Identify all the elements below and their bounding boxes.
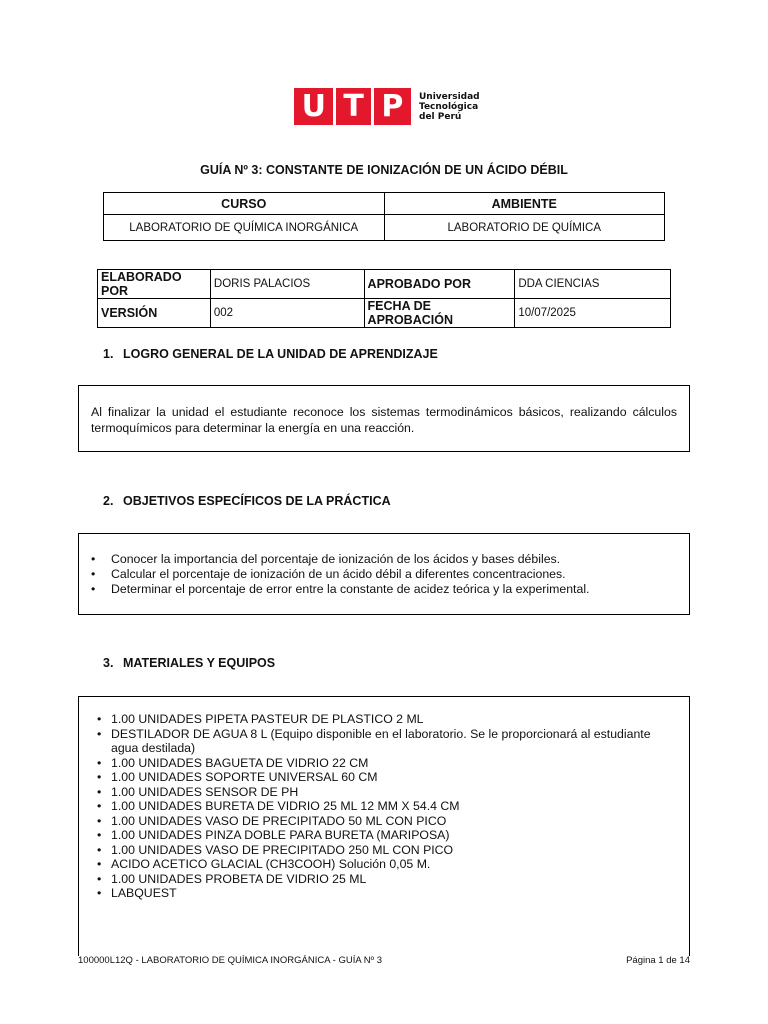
document-title: GUÍA Nº 3: CONSTANTE DE IONIZACIÓN DE UN ÁCIDO DÉBIL [200,163,568,177]
list-item: • Calcular el porcentaje de ionización de un ácido débil a diferentes concentraciones. [89,567,677,582]
materiales-box [78,696,690,956]
fecha-value: 10/07/2025 [515,299,671,328]
list-item: • 1.00 UNIDADES PROBETA DE VIDRIO 25 ML [93,872,677,887]
list-item: • 1.00 UNIDADES PINZA DOBLE PARA BURETA (MARIPOSA) [93,828,677,843]
version-value: 002 [210,299,364,328]
elaborado-value: DORIS PALACIOS [210,270,364,299]
elaborado-label: ELABORADO POR [98,270,211,299]
logo-line: Universidad [419,91,480,102]
list-item: • LABQUEST [93,886,677,901]
section-title: LOGRO GENERAL DE LA UNIDAD DE APRENDIZAJE [123,347,438,361]
materiales-list [93,712,677,901]
logro-text: Al finalizar la unidad el estudiante reconoce los sistemas termodinámicos básicos, realizando cálculos termoquímicos para determinar la energía en una reacción. [91,405,677,435]
aprobado-label: APROBADO POR [364,270,515,299]
section-heading-logro [103,347,438,361]
section-number: 3. [103,656,114,670]
objetivos-list [89,552,677,597]
info-table [97,269,671,328]
ambiente-header: AMBIENTE [384,193,665,215]
logo-separator [371,88,374,125]
section-number: 1. [103,347,114,361]
ambiente-value: LABORATORIO DE QUÍMICA [384,215,665,241]
logo-line: del Perú [419,111,462,122]
utp-logo-mark [294,88,411,125]
course-value: LABORATORIO DE QUÍMICA INORGÁNICA [104,215,385,241]
list-item: • 1.00 UNIDADES PIPETA PASTEUR DE PLASTICO 2 ML [93,712,677,727]
course-header: CURSO [104,193,385,215]
course-table [103,192,665,241]
utp-logo [294,88,480,125]
list-item: • 1.00 UNIDADES VASO DE PRECIPITADO 250 ML CON PICO [93,843,677,858]
aprobado-value: DDA CIENCIAS [515,270,671,299]
logo-letter-p: P [381,89,404,124]
version-label: VERSIÓN [98,299,211,328]
section-title: MATERIALES Y EQUIPOS [123,656,276,670]
logo-university-name [419,92,480,122]
list-item: • Conocer la importancia del porcentaje de ionización de los ácidos y bases débiles. [89,552,677,567]
list-item: • 1.00 UNIDADES BAGUETA DE VIDRIO 22 CM [93,756,677,771]
list-item: • DESTILADOR DE AGUA 8 L (Equipo disponible en el laboratorio. Se le proporcionará al estudiante agua destilada) [93,727,677,756]
logro-box [78,385,690,452]
list-item: • 1.00 UNIDADES SENSOR DE PH [93,785,677,800]
list-item: • 1.00 UNIDADES VASO DE PRECIPITADO 50 ML CON PICO [93,814,677,829]
objetivos-box [78,533,690,615]
logo-letter-t: T [343,89,364,124]
logo-separator [333,88,336,125]
section-title: OBJETIVOS ESPECÍFICOS DE LA PRÁCTICA [123,494,391,508]
list-item: • Determinar el porcentaje de error entre la constante de acidez teórica y la experimental. [89,582,677,597]
section-number: 2. [103,494,114,508]
section-heading-objetivos [103,494,391,508]
logo-line: Tecnológica [419,101,479,112]
section-heading-materiales [103,656,275,670]
fecha-label: FECHA DE APROBACIÓN [364,299,515,328]
footer-page-number: Página 1 de 14 [626,955,690,966]
logo-letter-u: U [301,89,326,124]
list-item: • 1.00 UNIDADES SOPORTE UNIVERSAL 60 CM [93,770,677,785]
list-item: • 1.00 UNIDADES BURETA DE VIDRIO 25 ML 12 MM X 54.4 CM [93,799,677,814]
footer-course-code: 100000L12Q - LABORATORIO DE QUÍMICA INORGÁNICA - GUÍA Nº 3 [78,955,383,966]
list-item: • ACIDO ACETICO GLACIAL (CH3COOH) Solución 0,05 M. [93,857,677,872]
